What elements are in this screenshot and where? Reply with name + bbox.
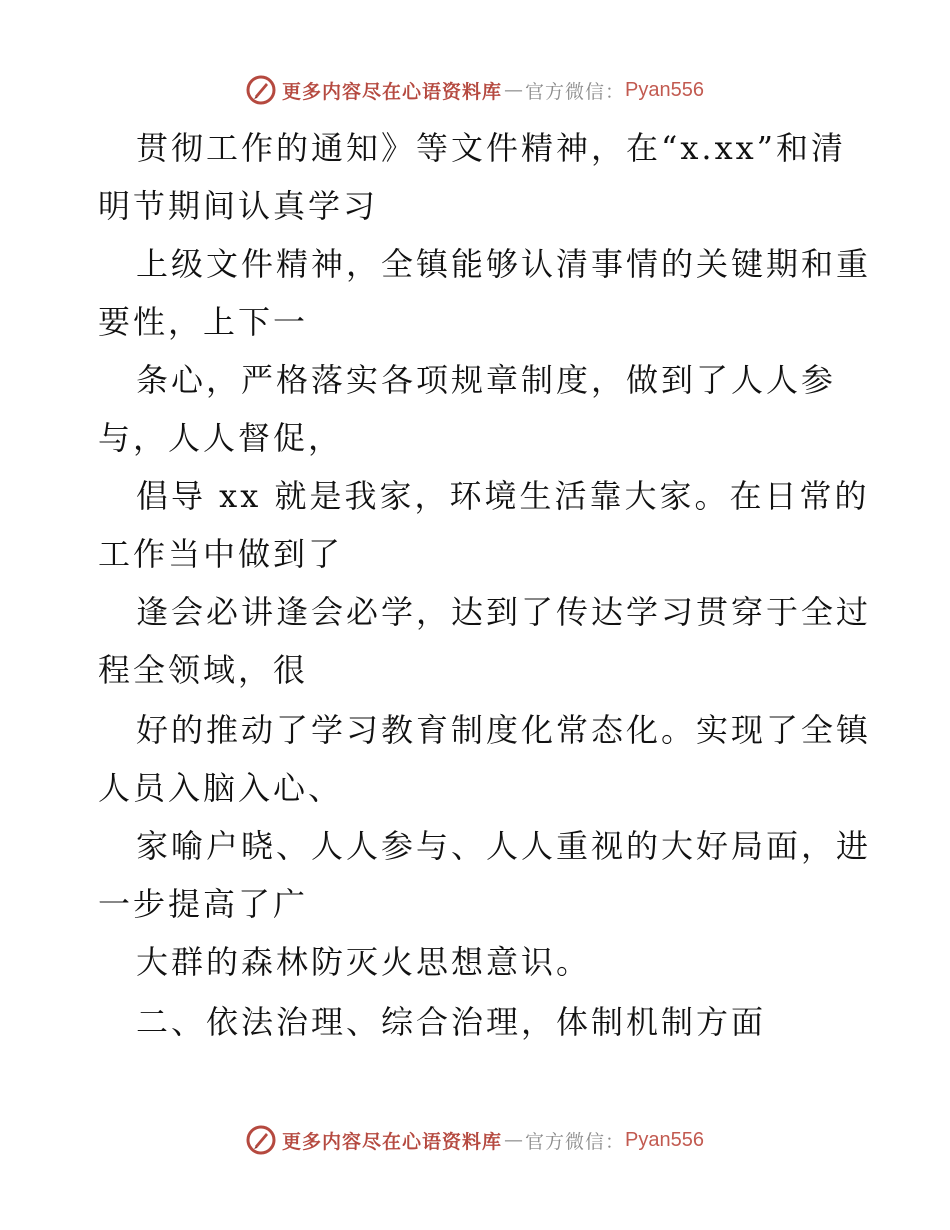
footer-wechat-id: Pyan556 bbox=[625, 1128, 704, 1151]
feather-pen-icon bbox=[246, 75, 276, 105]
body-line: 条心，严格落实各项规章制度，做到了人人参 bbox=[136, 361, 837, 399]
body-line: 大群的森林防灭火思想意识。 bbox=[136, 943, 592, 981]
body-line: 与，人人督促， bbox=[98, 419, 344, 457]
body-line: 倡导 xx 就是我家，环境生活靠大家。在日常的 bbox=[136, 477, 870, 515]
section-heading: 二、依法治理、综合治理，体制机制方面 bbox=[136, 1003, 767, 1041]
body-line: 一步提高了广 bbox=[98, 885, 309, 923]
body-line: 人员入脑入心、 bbox=[98, 769, 344, 807]
body-line: 上级文件精神，全镇能够认清事情的关键期和重 bbox=[136, 245, 872, 283]
header-wechat-label: 官方微信： bbox=[525, 80, 626, 103]
body-line: 要性，上下一 bbox=[98, 303, 309, 341]
body-line: 家喻户晓、人人参与、人人重视的大好局面，进 bbox=[136, 827, 872, 865]
body-line: 明节期间认真学习 bbox=[98, 187, 379, 225]
body-line: 逢会必讲逢会必学，达到了传达学习贯穿于全过 bbox=[136, 593, 872, 631]
footer-site-text: 更多内容尽在心语资料库 bbox=[282, 1130, 503, 1153]
footer-separator: — bbox=[504, 1129, 524, 1151]
header-site-text: 更多内容尽在心语资料库 bbox=[282, 80, 503, 103]
body-line: 工作当中做到了 bbox=[98, 535, 344, 573]
body-line: 程全领域，很 bbox=[98, 651, 309, 689]
footer-wechat-label: 官方微信： bbox=[525, 1130, 626, 1153]
header-separator: — bbox=[504, 79, 524, 101]
feather-pen-icon bbox=[246, 1125, 276, 1155]
body-line: 贯彻工作的通知》等文件精神，在“x.xx”和清 bbox=[136, 129, 847, 167]
footer-banner bbox=[0, 1120, 950, 1160]
header-wechat-id: Pyan556 bbox=[625, 78, 704, 101]
header-banner bbox=[0, 70, 950, 110]
body-line: 好的推动了学习教育制度化常态化。实现了全镇 bbox=[136, 711, 872, 749]
